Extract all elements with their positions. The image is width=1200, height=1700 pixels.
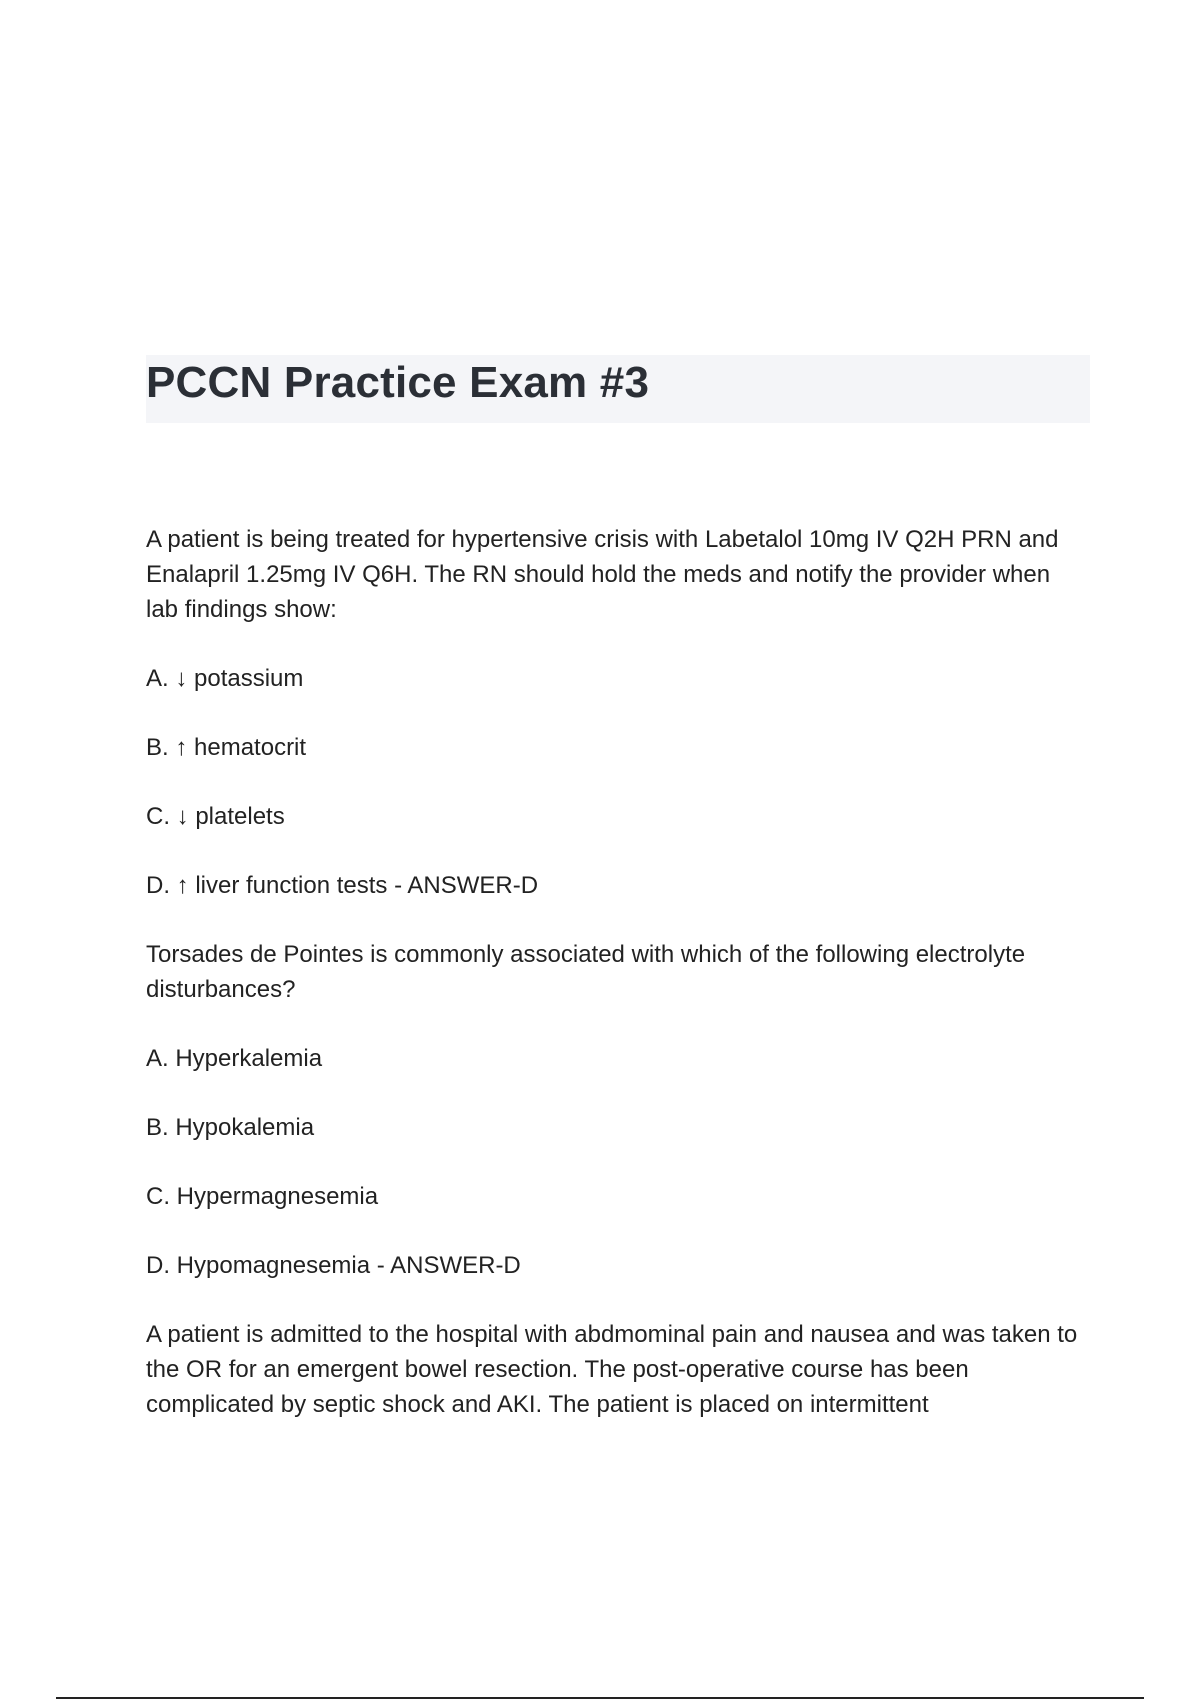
page-title: PCCN Practice Exam #3 (146, 358, 650, 407)
question-1-option-d: D. ↑ liver function tests - ANSWER-D (146, 872, 539, 899)
question-2-option-a: A. Hyperkalemia (146, 1045, 323, 1072)
question-2-option-b: B. Hypokalemia (146, 1114, 315, 1141)
question-3-stem: A patient is admitted to the hospital with abdmominal pain and nausea and was taken to the OR for an emergent bowel resection. The post-operative course has been complicated by septic shock and AKI. The patient is placed on intermittent (146, 1321, 1078, 1418)
question-1-option-c: C. ↓ platelets (146, 803, 285, 830)
question-2-option-c: C. Hypermagnesemia (146, 1183, 379, 1210)
question-1-option-b: B. ↑ hematocrit (146, 734, 307, 761)
question-2-stem: Torsades de Pointes is commonly associated with which of the following electrolyte disturbances? (146, 941, 1026, 1003)
question-1-stem: A patient is being treated for hypertensive crisis with Labetalol 10mg IV Q2H PRN and Enalapril 1.25mg IV Q6H. The RN should hold the meds and notify the provider when lab findings show: (146, 526, 1059, 623)
document-body (146, 522, 1086, 1456)
question-1-option-a: A. ↓ potassium (146, 665, 304, 692)
question-2-option-d: D. Hypomagnesemia - ANSWER-D (146, 1252, 521, 1279)
page-bottom-rule (56, 1697, 1144, 1699)
